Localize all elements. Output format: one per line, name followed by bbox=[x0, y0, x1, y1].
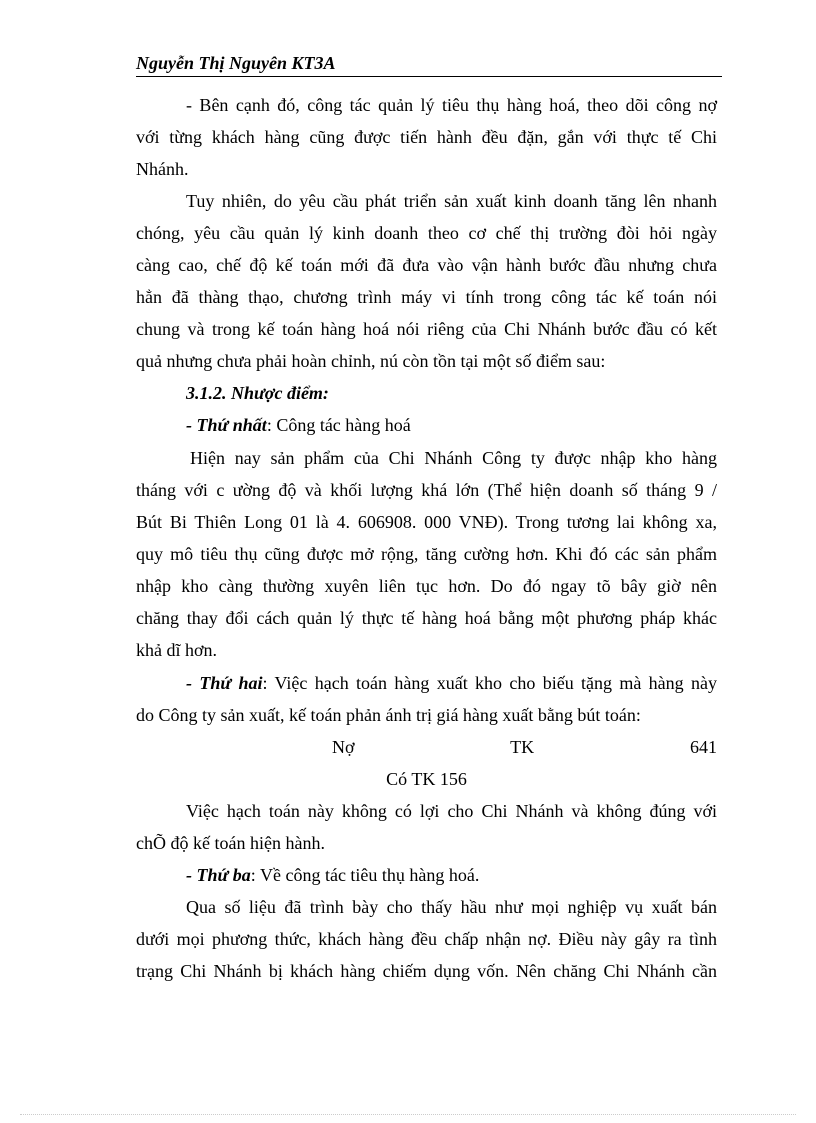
paragraph-line: chÕ độ kế toán hiện hành. bbox=[136, 833, 325, 853]
paragraph-line: - Bên cạnh đó, công tác quản lý tiêu thụ hàng hoá, theo dõi công nợ bbox=[186, 95, 717, 115]
paragraph-line: Bút Bi Thiên Long 01 là 4. 606908. 000 VNĐ). Trong tương lai không xa, bbox=[136, 512, 717, 532]
paragraph-line: Tuy nhiên, do yêu cầu phát triển sản xuất kinh doanh tăng lên nhanh bbox=[186, 191, 717, 211]
paragraph-line: quả nhưng chưa phải hoàn chỉnh, nú còn tồn tại một số điểm sau: bbox=[136, 351, 606, 371]
paragraph-line: hẳn đã thàng thạo, chương trình máy vi tính trong công tác kế toán nói bbox=[136, 287, 717, 307]
paragraph-line: quy mô tiêu thụ cũng được mở rộng, tăng cường hơn. Khi đó các sản phẩm bbox=[136, 544, 717, 564]
item-text: : Công tác hàng hoá bbox=[266, 415, 411, 435]
page-header: Nguyễn Thị Nguyên KT3A bbox=[136, 52, 722, 77]
paragraph-line: do Công ty sản xuất, kế toán phản ánh trị giá hàng xuất bằng bút toán: bbox=[136, 705, 641, 725]
section-heading: 3.1.2. Nhược điểm: bbox=[186, 383, 329, 403]
item-label: - Thứ nhất bbox=[186, 415, 267, 435]
paragraph-line: tháng với c ường độ và khối lượng khá lớn (Thể hiện doanh số tháng 9 / bbox=[136, 480, 717, 500]
paragraph-line: chăng thay đổi cách quản lý thực tế hàng hoá bằng một phương pháp khác bbox=[136, 608, 717, 628]
journal-credit: Có TK 156 bbox=[386, 769, 467, 789]
paragraph-line: càng cao, chế độ kế toán mới đã đưa vào vận hành bước đầu nhưng chưa bbox=[136, 255, 717, 275]
paragraph-line: nhập kho càng thường xuyên liên tục hơn. Do đó ngay tõ bây giờ nên bbox=[136, 576, 717, 596]
item-label: - Thứ hai bbox=[186, 673, 263, 693]
paragraph-line: trạng Chi Nhánh bị khách hàng chiếm dụng vốn. Nên chăng Chi Nhánh cần bbox=[136, 961, 717, 981]
paragraph-line: chung và trong kế toán hàng hoá nói riêng của Chi Nhánh bước đầu có kết bbox=[136, 319, 717, 339]
paragraph-line: với từng khách hàng cũng được tiến hành đều đặn, gắn với thực tế Chi bbox=[136, 127, 717, 147]
page-bottom-divider bbox=[20, 1114, 796, 1115]
paragraph-line: Việc hạch toán này không có lợi cho Chi Nhánh và không đúng với bbox=[186, 801, 717, 821]
paragraph-line: Hiện nay sản phẩm của Chi Nhánh Công ty được nhập kho hàng bbox=[190, 448, 717, 468]
paragraph-line: Nhánh. bbox=[136, 159, 189, 179]
item-text: : Việc hạch toán hàng xuất kho cho biếu tặng mà hàng này bbox=[262, 673, 718, 693]
paragraph-line: chóng, yêu cầu quản lý kinh doanh theo cơ chế thị trường đòi hỏi ngày bbox=[136, 223, 717, 243]
paragraph-line: dưới mọi phương thức, khách hàng đều chấp nhận nợ. Điều này gây ra tình bbox=[136, 929, 717, 949]
journal-debit: Nợ TK 641 bbox=[332, 737, 717, 757]
item-third bbox=[136, 864, 717, 886]
item-second bbox=[136, 672, 717, 694]
paragraph-line: khả dĩ hơn. bbox=[136, 640, 218, 660]
paragraph-line: Qua số liệu đã trình bày cho thấy hầu như mọi nghiệp vụ xuất bán bbox=[186, 897, 717, 917]
item-text: : Về công tác tiêu thụ hàng hoá. bbox=[250, 865, 480, 885]
item-label: - Thứ ba bbox=[186, 865, 251, 885]
item-first bbox=[136, 414, 717, 436]
